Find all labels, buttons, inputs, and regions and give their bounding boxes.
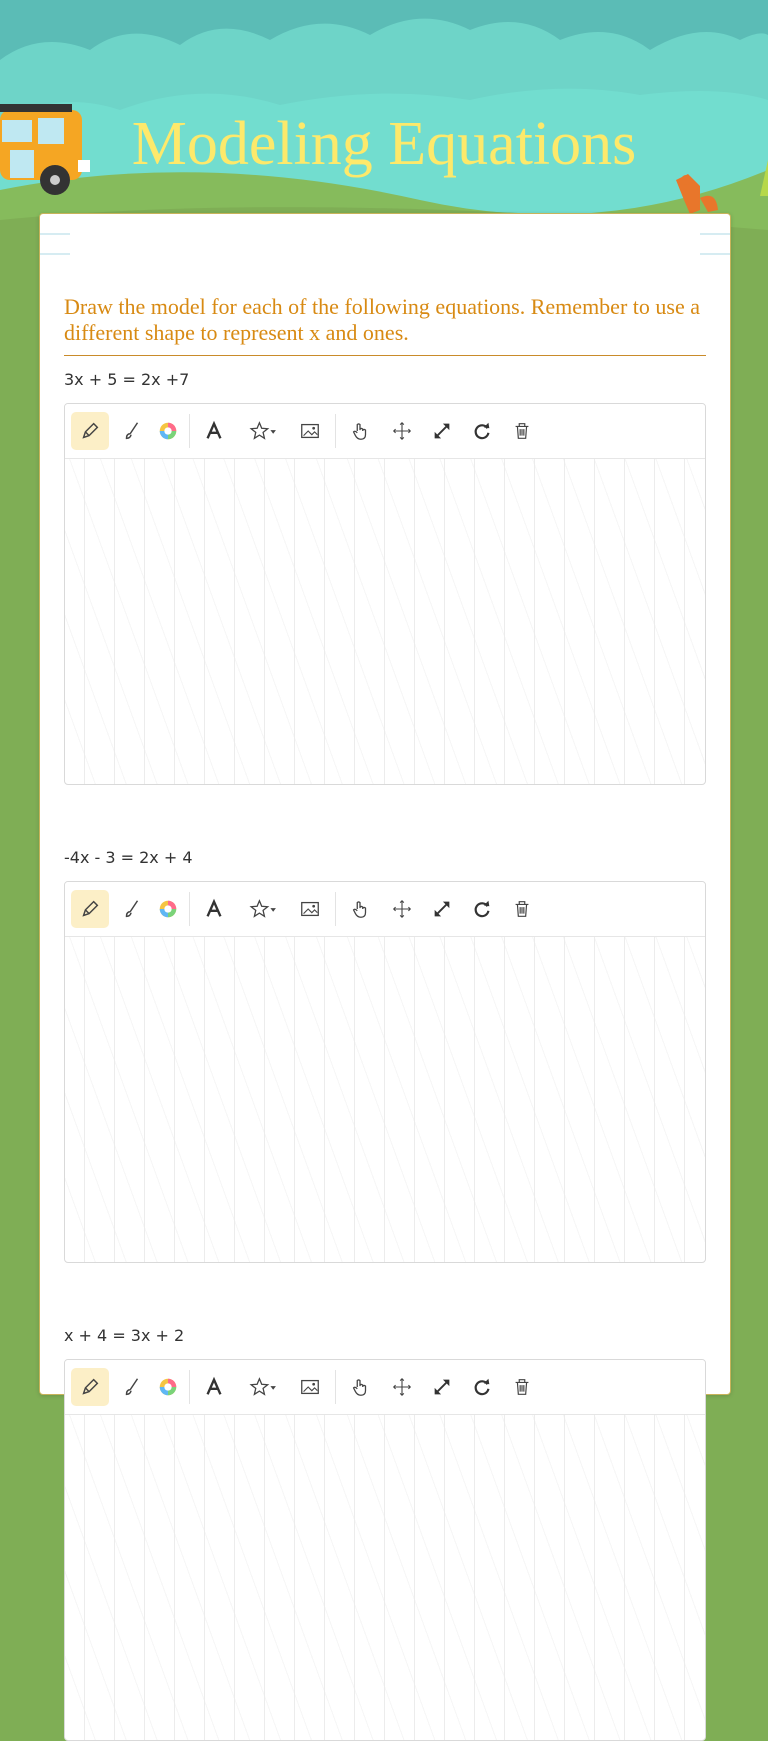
drawing-toolbar xyxy=(65,1360,705,1415)
redo-tool-button[interactable] xyxy=(463,412,501,450)
redo-tool-button[interactable] xyxy=(463,1368,501,1406)
resize-icon xyxy=(431,420,453,442)
pencil-tool-button[interactable] xyxy=(71,412,109,450)
brush-icon xyxy=(121,1376,143,1398)
page-title: Modeling Equations xyxy=(131,110,637,178)
text-icon xyxy=(203,420,225,442)
shape-tool-button[interactable] xyxy=(241,1368,287,1406)
star-shape-icon xyxy=(249,1376,279,1398)
color-wheel-icon xyxy=(157,898,179,920)
question-label: x + 4 = 3x + 2 xyxy=(64,1326,185,1345)
text-icon xyxy=(203,1376,225,1398)
drawing-toolbar xyxy=(65,404,705,459)
hand-icon xyxy=(349,420,371,442)
trash-icon xyxy=(511,420,533,442)
redo-tool-button[interactable] xyxy=(463,890,501,928)
drawing-board[interactable] xyxy=(64,881,706,1263)
resize-tool-button[interactable] xyxy=(423,1368,461,1406)
delete-tool-button[interactable] xyxy=(503,890,541,928)
delete-tool-button[interactable] xyxy=(503,412,541,450)
resize-icon xyxy=(431,898,453,920)
image-tool-button[interactable] xyxy=(291,1368,329,1406)
trash-icon xyxy=(511,898,533,920)
drawing-board[interactable] xyxy=(64,403,706,785)
question-label: -4x - 3 = 2x + 4 xyxy=(64,848,193,867)
instructions-text: Draw the model for each of the following equations. Remember to use a different shape to represent x and ones. xyxy=(64,294,706,356)
drawing-board[interactable] xyxy=(64,1359,706,1741)
drawing-canvas[interactable] xyxy=(65,459,705,784)
text-tool-button[interactable] xyxy=(195,412,233,450)
redo-icon xyxy=(471,1376,493,1398)
color-picker-button[interactable] xyxy=(149,890,187,928)
drawing-canvas[interactable] xyxy=(65,937,705,1262)
hand-tool-button[interactable] xyxy=(341,890,379,928)
resize-tool-button[interactable] xyxy=(423,412,461,450)
text-icon xyxy=(203,898,225,920)
delete-tool-button[interactable] xyxy=(503,1368,541,1406)
text-tool-button[interactable] xyxy=(195,1368,233,1406)
trash-icon xyxy=(511,1376,533,1398)
question-label: 3x + 5 = 2x +7 xyxy=(64,370,190,389)
shape-tool-button[interactable] xyxy=(241,890,287,928)
image-icon xyxy=(299,1376,321,1398)
resize-tool-button[interactable] xyxy=(423,890,461,928)
resize-icon xyxy=(431,1376,453,1398)
pencil-tool-button[interactable] xyxy=(71,1368,109,1406)
brush-icon xyxy=(121,420,143,442)
move-icon xyxy=(391,1376,413,1398)
pencil-tool-button[interactable] xyxy=(71,890,109,928)
drawing-canvas[interactable] xyxy=(65,1415,705,1740)
move-tool-button[interactable] xyxy=(383,1368,421,1406)
hand-tool-button[interactable] xyxy=(341,1368,379,1406)
color-wheel-icon xyxy=(157,420,179,442)
star-shape-icon xyxy=(249,420,279,442)
brush-tool-button[interactable] xyxy=(113,890,151,928)
pencil-icon xyxy=(79,420,101,442)
hand-tool-button[interactable] xyxy=(341,412,379,450)
color-picker-button[interactable] xyxy=(149,412,187,450)
card-decoration xyxy=(40,230,730,270)
brush-icon xyxy=(121,898,143,920)
redo-icon xyxy=(471,420,493,442)
move-icon xyxy=(391,898,413,920)
color-wheel-icon xyxy=(157,1376,179,1398)
hand-icon xyxy=(349,1376,371,1398)
hand-icon xyxy=(349,898,371,920)
move-tool-button[interactable] xyxy=(383,890,421,928)
drawing-toolbar xyxy=(65,882,705,937)
move-tool-button[interactable] xyxy=(383,412,421,450)
redo-icon xyxy=(471,898,493,920)
brush-tool-button[interactable] xyxy=(113,1368,151,1406)
image-icon xyxy=(299,898,321,920)
move-icon xyxy=(391,420,413,442)
brush-tool-button[interactable] xyxy=(113,412,151,450)
color-picker-button[interactable] xyxy=(149,1368,187,1406)
image-icon xyxy=(299,420,321,442)
image-tool-button[interactable] xyxy=(291,890,329,928)
shape-tool-button[interactable] xyxy=(241,412,287,450)
image-tool-button[interactable] xyxy=(291,412,329,450)
star-shape-icon xyxy=(249,898,279,920)
text-tool-button[interactable] xyxy=(195,890,233,928)
pencil-icon xyxy=(79,898,101,920)
worksheet-card xyxy=(39,213,731,1395)
pencil-icon xyxy=(79,1376,101,1398)
